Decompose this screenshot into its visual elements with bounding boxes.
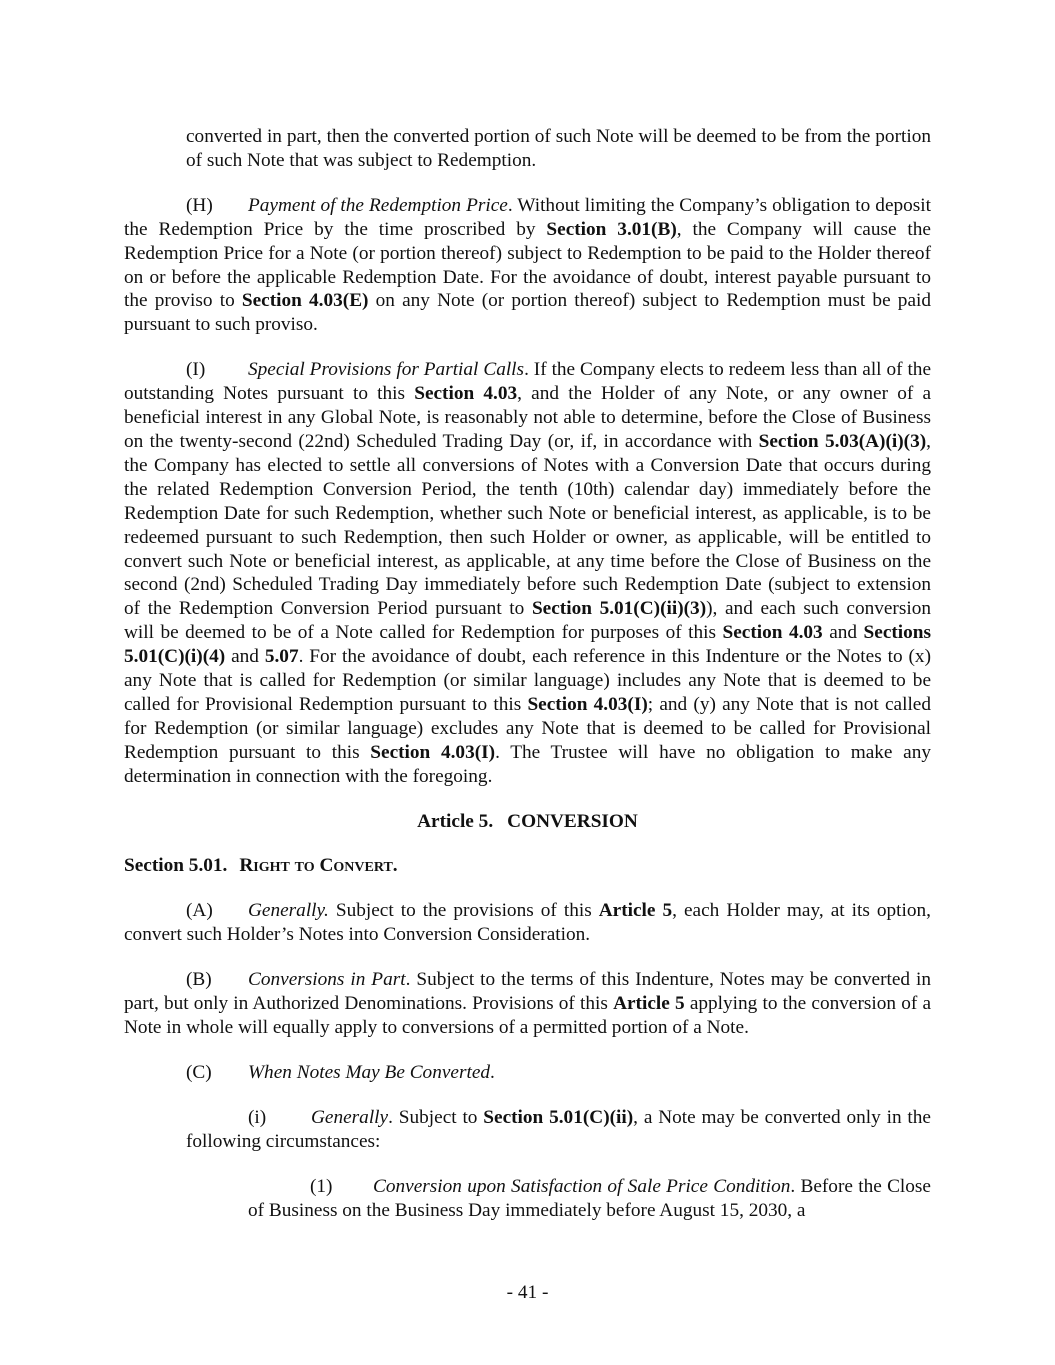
text-run: . The Trustee will have no obligation to make any determination in connection with the foregoing. [124, 741, 932, 787]
text-run: . Without limiting the Company’s obligation to deposit the Redemption Price by the time proscribed by [124, 194, 931, 240]
text-run: applying to the conversion of a Note in whole will equally apply to conversions of a permitted portion of a Note. [124, 993, 931, 1038]
paragraph-caption: Conversions in Part [248, 969, 406, 991]
cross-reference: Section 4.03(E) [241, 290, 369, 312]
document-page [124, 125, 931, 1243]
text-run: . [490, 1061, 495, 1083]
paragraph-caption: Conversion upon Satisfaction of Sale Price Condition [373, 1175, 791, 1197]
paragraph-caption: Generally. [248, 900, 329, 922]
paragraph-h [124, 194, 931, 337]
cross-reference: Section 5.03(A)(i)(3) [758, 430, 927, 452]
paragraph-c [124, 1061, 931, 1085]
paragraph-c-i-1 [248, 1175, 931, 1223]
text-run: ; and (y) any Note that is not called for Redemption (or similar language) excludes any Note that is deemed to be called for Provisional Redemption pursuant to this [124, 693, 931, 763]
page-number: - 41 - [506, 1282, 549, 1303]
paragraph-caption: Special Provisions for Partial Calls [248, 359, 525, 381]
text-run: , each Holder may, at its option, convert such Holder’s Notes into Conversion Consideration. [124, 900, 931, 946]
text-run: , a Note may be converted only in the following circumstances: [186, 1106, 931, 1152]
text-run: ), and each such conversion will be deemed to be of a Note called for Redemption for purposes of this [124, 598, 931, 644]
text-run: . Before the Close of Business on the Business Day immediately before August 15, 2030, a [248, 1175, 931, 1221]
paragraph-caption: Payment of the Redemption Price [248, 194, 508, 216]
text-run: . If the Company elects to redeem less than all of the outstanding Notes pursuant to this [124, 359, 931, 405]
text-run: , the Company will cause the Redemption Price for a Note (or portion thereof) subject to Redemption to be paid to the Holder thereof on or before the applicable Redemption Date. For the avoidance of doubt, interest payable pursuant to the proviso to [124, 218, 931, 312]
text-run: converted in part, then the converted portion of such Note will be deemed to be from the portion of such Note that was subject to Redemption. [186, 126, 931, 171]
text-run: and [822, 622, 864, 644]
text-run: , the Company has elected to settle all conversions of Notes with a Conversion Date that occurs during the related Redemption Conversion Period, the tenth (10th) calendar day) immediately before the Redemption Date for such Redemption, whether such Note or beneficial interest, as applicable, is to be redeemed pursuant to such Redemption, then such Holder or owner, as applicable, will be entitled to convert such Note or beneficial interest, as applicable, at any time before the Close of Business on the second (2nd) Scheduled Trading Day immediately before such Redemption Date (subject to extension of the Redemption Conversion Period pursuant to [124, 430, 931, 620]
cross-reference: Section 4.03 [722, 622, 823, 644]
paragraph-label: (I) [186, 359, 206, 381]
cross-reference: Section 4.03(I) [527, 693, 648, 715]
paragraph-caption: Generally [311, 1106, 389, 1128]
text-run: . Subject to [388, 1106, 484, 1128]
text-run: . For the avoidance of doubt, each reference in this Indenture or the Notes to (x) any Note that is called for Redemption (or similar language) includes any Note that is deemed to be called for Provisional Redemption pursuant to this [124, 646, 931, 715]
article-number: Article 5. [417, 810, 494, 832]
paragraph-cont [186, 125, 931, 173]
paragraph-label: (1) [310, 1175, 333, 1197]
cross-reference: Article 5 [613, 993, 685, 1015]
text-run: Subject to the provisions of this [328, 900, 599, 922]
section-number: Section 5.01. [124, 855, 228, 877]
article-heading [124, 810, 931, 834]
cross-reference: Section 5.01(C)(ii)(3) [531, 598, 707, 620]
paragraph-label: (A) [186, 900, 213, 922]
paragraph-a [124, 899, 931, 947]
cross-reference: Section 3.01(B) [546, 218, 677, 240]
text-run: and [225, 646, 265, 668]
cross-reference: Article 5 [598, 900, 673, 922]
section-heading [124, 854, 931, 878]
paragraph-label: (i) [248, 1106, 267, 1128]
text-run: on any Note (or portion thereof) subject to Redemption must be paid pursuant to such proviso. [124, 290, 931, 336]
cross-reference: Section 5.01(C)(ii) [483, 1106, 634, 1128]
section-title: Right to Convert. [239, 855, 398, 877]
paragraph-b [124, 968, 931, 1040]
text-run: , and the Holder of any Note, or any owner of a beneficial interest in any Global Note, is reasonably not able to determine, before the Close of Business on the twenty-second (22nd) Scheduled Trading Day (or, if, in accordance with [124, 383, 932, 452]
article-title: CONVERSION [507, 810, 638, 832]
section-4-03-paragraphs [124, 125, 931, 789]
paragraph-c-i [186, 1106, 931, 1154]
cross-reference: Section 4.03(I) [370, 741, 496, 763]
paragraph-caption: When Notes May Be Converted [248, 1061, 491, 1083]
cross-reference: Section 4.03 [414, 383, 518, 405]
paragraph-label: (B) [186, 969, 212, 991]
paragraph-label: (C) [186, 1061, 212, 1083]
text-run: . Subject to the terms of this Indenture, Notes may be converted in part, but only in Authorized Denominations. Provisions of this [124, 969, 931, 1015]
section-5-01-paragraphs [124, 899, 931, 1222]
paragraph-i-upper [124, 358, 931, 788]
cross-reference: Sections 5.01(C)(i)(4) [124, 622, 932, 668]
cross-reference: 5.07 [264, 646, 299, 668]
paragraph-label: (H) [186, 194, 213, 216]
